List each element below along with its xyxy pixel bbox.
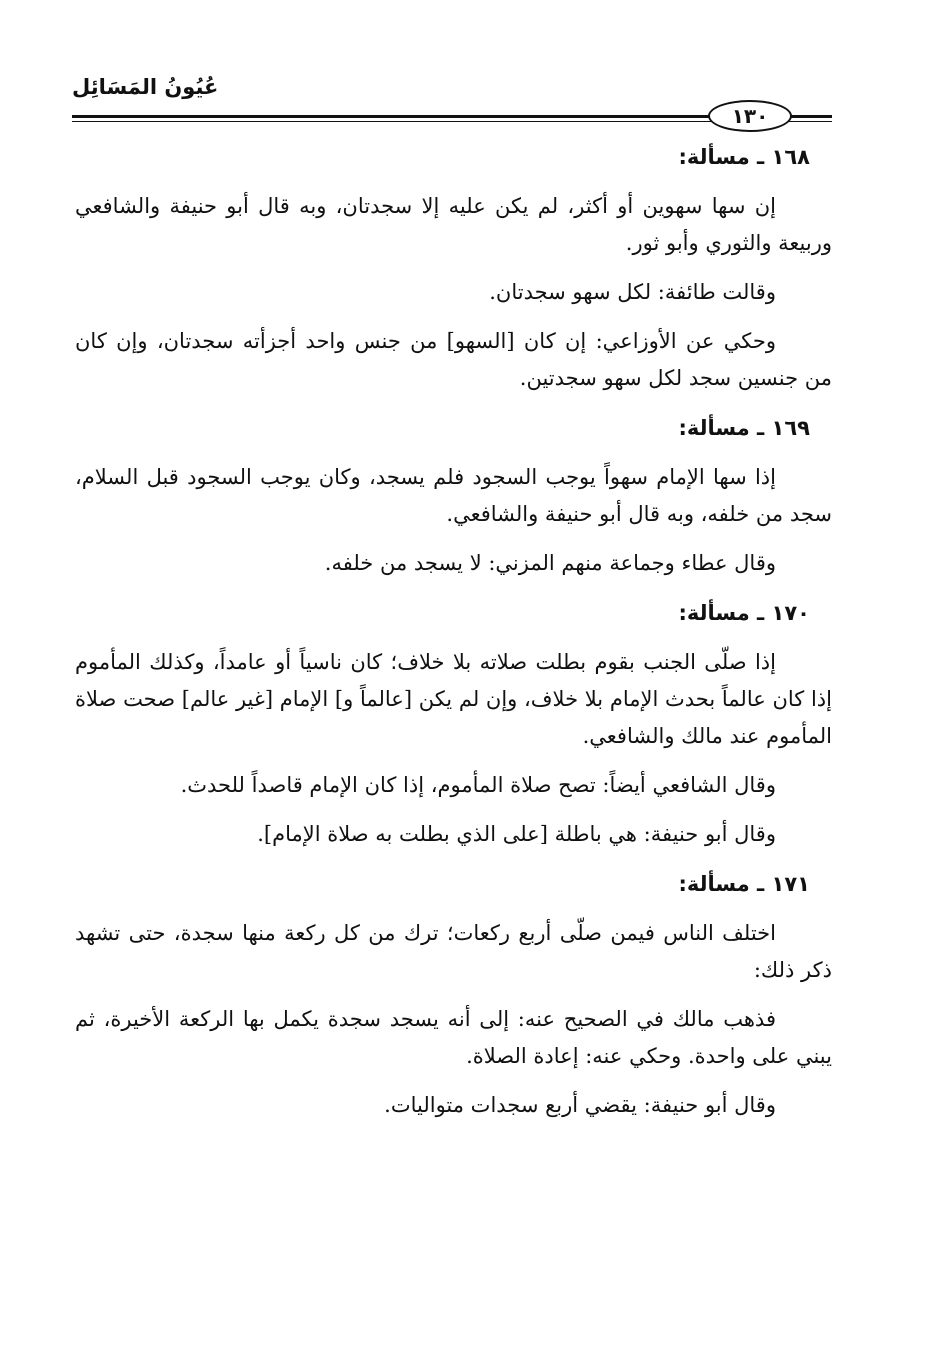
page-header <box>72 70 832 130</box>
paragraph: إذا صلّى الجنب بقوم بطلت صلاته بلا خلاف؛ كان ناسياً أو عامداً، وكذلك المأموم إذا كان عالماً بحدث الإمام بلا خلاف، وإن لم يكن [عالماً و] الإمام [غير عالم] صحت صلاة المأموم عند مالك والشافعي. <box>75 650 832 748</box>
page-number-badge: ١٣٠ <box>708 100 792 132</box>
book-title: عُيُونُ المَسَائِل <box>72 75 219 99</box>
section-heading: ١٧١ ـ مسألة: <box>678 872 810 896</box>
paragraph: إن سها سهوين أو أكثر، لم يكن عليه إلا سجدتان، وبه قال أبو حنيفة والشافعي وربيعة والثوري وأبو ثور. <box>75 194 832 255</box>
paragraph: وقال أبو حنيفة: يقضي أربع سجدات متواليات. <box>384 1093 776 1117</box>
paragraph: فذهب مالك في الصحيح عنه: إلى أنه يسجد سجدة يكمل بها الركعة الأخيرة، ثم يبني على واحدة. وحكي عنه: إعادة الصلاة. <box>75 1007 832 1068</box>
paragraph: إذا سها الإمام سهواً يوجب السجود فلم يسجد، وكان يوجب السجود قبل السلام، سجد من خلفه، وبه قال أبو حنيفة والشافعي. <box>75 465 832 526</box>
section-heading: ١٦٩ ـ مسألة: <box>678 416 810 440</box>
paragraph: وقالت طائفة: لكل سهو سجدتان. <box>489 280 776 304</box>
page-body <box>75 140 832 1136</box>
paragraph: وحكي عن الأوزاعي: إن كان [السهو] من جنس واحد أجزأته سجدتان، وإن كان من جنسين سجد لكل سهو سجدتين. <box>75 329 832 390</box>
section-heading: ١٦٨ ـ مسألة: <box>678 145 810 169</box>
paragraph: وقال الشافعي أيضاً: تصح صلاة المأموم، إذا كان الإمام قاصداً للحدث. <box>180 773 776 797</box>
paragraph: وقال أبو حنيفة: هي باطلة [على الذي بطلت به صلاة الإمام]. <box>257 822 776 846</box>
paragraph: اختلف الناس فيمن صلّى أربع ركعات؛ ترك من كل ركعة منها سجدة، حتى تشهد ذكر ذلك: <box>75 921 832 982</box>
section-heading: ١٧٠ ـ مسألة: <box>678 601 810 625</box>
paragraph: وقال عطاء وجماعة منهم المزني: لا يسجد من خلفه. <box>324 551 776 575</box>
